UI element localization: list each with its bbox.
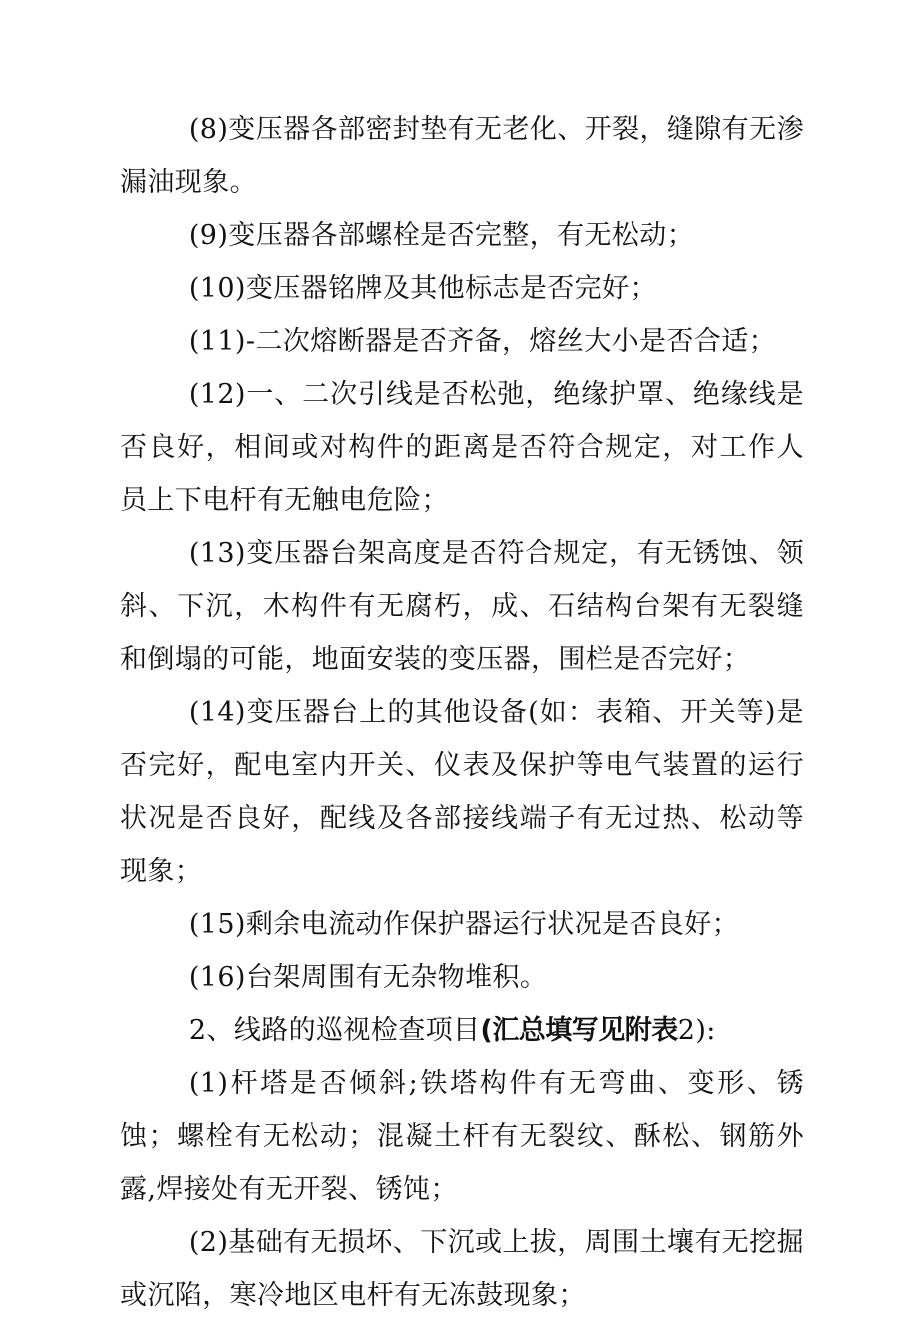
paragraph-item-14: (14)变压器台上的其他设备(如：表箱、开关等)是否完好，配电室内开关、仪表及保护等电气装置的运行状况是否良好，配线及各部接线端子有无过热、松动等现象； (120, 697, 804, 887)
section-heading (120, 1004, 804, 1057)
section-heading-prefix: 2、线路的巡视检查项目 (188, 1015, 481, 1046)
section-heading-bold: (汇总填写见附表 (480, 1015, 678, 1046)
section-heading-suffix: 2): (677, 1015, 716, 1046)
paragraph-item-16: (16)台架周围有无杂物堆积。 (188, 962, 548, 993)
paragraph-item-10: (10)变压器铭牌及其他标志是否完好； (188, 273, 657, 304)
paragraph-item-15: (15)剩余电流动作保护器运行状况是否良好； (188, 909, 740, 940)
paragraph-line-item-2: (2)基础有无损坏、下沉或上拔，周围土壤有无挖掘或沉陷，寒冷地区电杆有无冻鼓现象； (120, 1227, 804, 1311)
paragraph-item-8: (8)变压器各部密封垫有无老化、开裂，缝隙有无渗漏油现象。 (120, 114, 804, 198)
document-body (120, 103, 804, 1322)
paragraph-item-12: (12)一、二次引线是否松弛，绝缘护罩、绝缘线是否良好，相间或对构件的距离是否符合规定，对工作人员上下电杆有无触电危险； (120, 379, 804, 516)
paragraph-line-item-1: (1)杆塔是否倾斜;铁塔构件有无弯曲、变形、锈蚀；螺栓有无松动；混凝土杆有无裂纹、酥松、钢筋外露,焊接处有无开裂、锈饨； (120, 1068, 804, 1205)
paragraph-item-13: (13)变压器台架高度是否符合规定，有无锈蚀、领斜、下沉，木构件有无腐朽，成、石结构台架有无裂缝和倒塌的可能，地面安装的变压器，围栏是否完好； (120, 538, 804, 675)
paragraph-item-11: (11)-二次熔断器是否齐备，熔丝大小是否合适； (188, 326, 776, 357)
paragraph-item-9: (9)变压器各部螺栓是否完整，有无松动； (188, 220, 695, 251)
